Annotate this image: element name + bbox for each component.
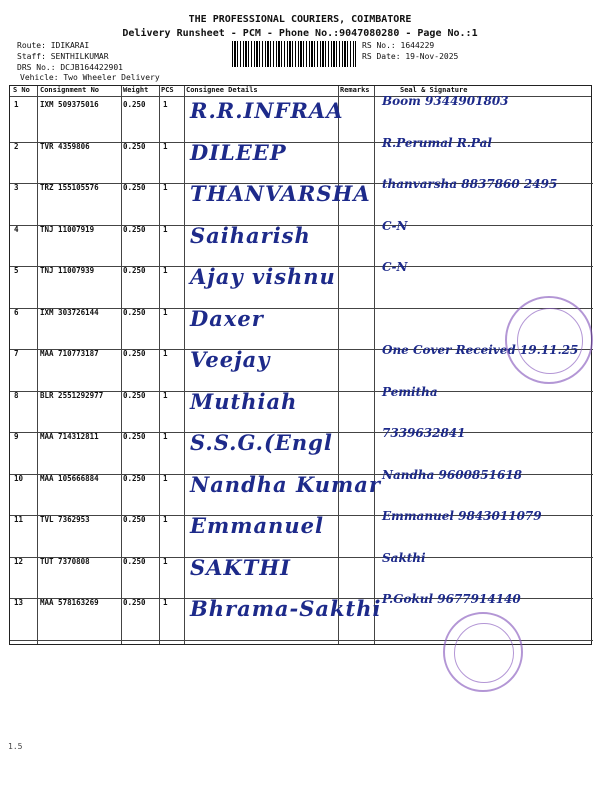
footnote: 1.5 [8, 742, 23, 751]
row-weight: 0.250 [123, 141, 146, 151]
col-remarks-header: Remarks [340, 86, 370, 94]
row-weight: 0.250 [123, 432, 146, 441]
row-consignee-handwritten: Nandha Kumar [190, 471, 381, 497]
row-signature: One Cover Received 19.11.25 [382, 343, 579, 357]
row-sno: 2 [14, 141, 19, 151]
row-consignee-handwritten: SAKTHI [190, 554, 292, 580]
row-signature: Sakthi [382, 550, 426, 565]
route-label: Route: IDIKARAI [17, 41, 90, 50]
row-consignment-no: MAA 714312811 [40, 432, 99, 441]
row-consignment-no: TNJ 11007919 [40, 224, 95, 234]
table-row [10, 260, 593, 308]
row-consignee-handwritten: Emmanuel [190, 513, 324, 538]
col-sno-header: S No [13, 86, 30, 94]
row-pcs: 1 [163, 224, 168, 234]
row-weight: 0.250 [123, 598, 146, 607]
row-consignee-handwritten: R.R.INFRAA [190, 98, 344, 123]
table-row [10, 384, 593, 433]
row-consignee-handwritten: Ajay vishnu [190, 264, 336, 289]
row-pcs: 1 [163, 183, 168, 192]
row-consignee-handwritten: S.S.G.(Engl [190, 430, 333, 455]
row-weight: 0.250 [123, 307, 146, 317]
row-pcs: 1 [163, 100, 168, 109]
col-consignment-header: Consignment No [40, 86, 100, 94]
row-signature: Pemitha [382, 384, 438, 399]
row-signature: R.Perumal R.Pal [382, 135, 492, 150]
row-sno: 1 [14, 100, 19, 109]
row-sno: 3 [14, 183, 19, 192]
row-signature: 7339632841 [382, 426, 466, 440]
row-consignment-no: MAA 710773187 [40, 349, 99, 358]
row-weight: 0.250 [123, 183, 146, 192]
row-weight: 0.250 [123, 349, 146, 358]
row-weight: 0.250 [123, 224, 146, 234]
row-pcs: 1 [163, 598, 168, 607]
row-sno: 11 [14, 515, 24, 524]
row-signature: C-N [382, 260, 408, 274]
drs-number: DRS No.: DCJB164422901 [17, 63, 123, 72]
col-pcs-header: PCS [161, 86, 174, 94]
row-pcs: 1 [163, 307, 168, 317]
company-name: THE PROFESSIONAL COURIERS, COIMBATORE [188, 14, 412, 25]
runsheet-subtitle: Delivery Runsheet - PCM - Phone No.:9047080280 - Page No.:1 [122, 28, 478, 39]
row-signature: C-N [382, 218, 408, 233]
row-sno: 10 [14, 473, 24, 483]
vehicle-label: Vehicle: Two Wheeler Delivery [20, 73, 160, 82]
row-sno: 5 [14, 266, 19, 275]
table-row [10, 177, 593, 225]
row-signature: P.Gokul 9677914140 [382, 592, 521, 606]
row-weight: 0.250 [123, 473, 146, 483]
row-consignment-no: TRZ 155105576 [40, 183, 99, 192]
row-sno: 7 [14, 349, 19, 358]
row-pcs: 1 [163, 141, 168, 151]
row-signature: Emmanuel 9843011079 [382, 509, 542, 523]
row-consignment-no: TUT 7370808 [40, 556, 90, 566]
row-consignment-no: TVR 4359806 [40, 141, 90, 151]
row-signature: Nandha 9600851618 [382, 467, 523, 482]
staff-label: Staff: SENTHILKUMAR [17, 52, 109, 61]
table-row [10, 94, 593, 142]
col-seal-header: Seal & Signature [400, 86, 468, 94]
row-pcs: 1 [163, 515, 168, 524]
row-sno: 13 [14, 598, 24, 607]
row-consignment-no: MAA 105666884 [40, 473, 99, 483]
row-consignment-no: IXM 303726144 [40, 307, 99, 317]
col-weight-header: Weight [123, 86, 149, 94]
row-consignee-handwritten: Veejay [190, 347, 271, 372]
barcode [232, 41, 356, 67]
table-row [10, 218, 593, 267]
row-pcs: 1 [163, 390, 168, 400]
row-consignment-no: TVL 7362953 [40, 515, 90, 524]
row-consignee-handwritten: Saiharish [190, 222, 311, 248]
company-seal-stamp-2 [443, 612, 523, 692]
row-signature: thanvarsha 8837860 2495 [382, 177, 558, 191]
row-pcs: 1 [163, 556, 168, 566]
row-consignee-handwritten: Daxer [190, 305, 264, 331]
row-signature: Boom 9344901803 [382, 94, 509, 108]
row-consignee-handwritten: Muthiah [190, 388, 298, 414]
row-weight: 0.250 [123, 100, 146, 109]
row-weight: 0.250 [123, 515, 146, 524]
table-row [10, 509, 593, 557]
row-sno: 6 [14, 307, 19, 317]
row-consignee-handwritten: THANVARSHA [190, 181, 371, 206]
row-weight: 0.250 [123, 390, 146, 400]
col-consignee-header: Consignee Details [186, 86, 258, 94]
rs-date: RS Date: 19-Nov-2025 [362, 52, 459, 61]
row-weight: 0.250 [123, 556, 146, 566]
row-pcs: 1 [163, 432, 168, 441]
table-row [10, 343, 593, 391]
row-consignment-no: IXM 509375016 [40, 100, 99, 109]
row-consignment-no: TNJ 11007939 [40, 266, 95, 275]
row-sno: 4 [14, 224, 19, 234]
row-weight: 0.250 [123, 266, 146, 275]
row-pcs: 1 [163, 473, 168, 483]
row-consignment-no: MAA 578163269 [40, 598, 99, 607]
row-consignment-no: BLR 2551292977 [40, 390, 104, 400]
row-sno: 8 [14, 390, 19, 400]
rs-number: RS No.: 1644229 [362, 41, 435, 50]
row-pcs: 1 [163, 349, 168, 358]
company-seal-stamp [505, 296, 593, 384]
row-pcs: 1 [163, 266, 168, 275]
row-consignee-handwritten: DILEEP [190, 139, 287, 165]
row-sno: 9 [14, 432, 19, 441]
row-sno: 12 [14, 556, 24, 566]
runsheet-table [9, 85, 592, 645]
row-consignee-handwritten: Bhrama-Sakthi [190, 596, 382, 621]
